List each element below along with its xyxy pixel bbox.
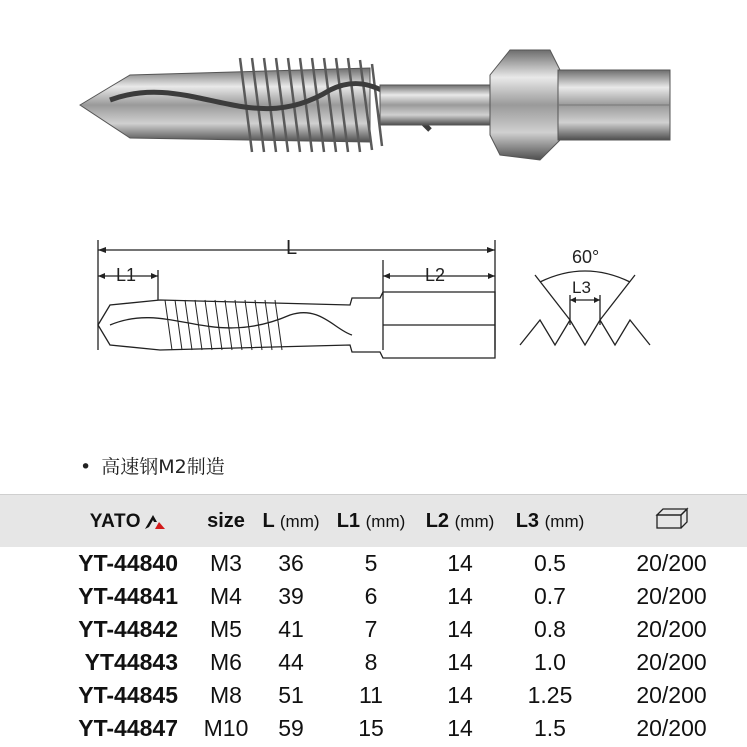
cell-pack: 20/200 bbox=[636, 715, 707, 741]
cell-l1: 7 bbox=[326, 613, 416, 646]
label-L3: L3 bbox=[572, 278, 591, 297]
cell-pack: 20/200 bbox=[596, 613, 747, 646]
cell-l: 44 bbox=[278, 649, 304, 675]
cell-l2: 14 bbox=[447, 715, 473, 741]
cell-l2: 14 bbox=[416, 679, 504, 712]
table-row bbox=[0, 547, 747, 580]
product-code: YT-44845 bbox=[0, 679, 196, 712]
table-row bbox=[0, 580, 747, 613]
label-L: L bbox=[286, 237, 298, 259]
cell-l1: 11 bbox=[326, 679, 416, 712]
product-code: YT-44847 bbox=[78, 715, 178, 741]
product-code: YT-44841 bbox=[78, 583, 178, 609]
label-angle: 60° bbox=[572, 247, 600, 267]
cell-size: M4 bbox=[210, 583, 242, 609]
header-L: L (mm) bbox=[256, 495, 326, 548]
cell-l1: 5 bbox=[326, 547, 416, 580]
label-L2: L2 bbox=[425, 265, 446, 285]
thread-profile-drawing bbox=[510, 235, 660, 355]
table-row bbox=[0, 712, 747, 745]
product-code: YT44843 bbox=[84, 649, 178, 675]
header-L2: L2 (mm) bbox=[416, 495, 504, 548]
header-pack bbox=[596, 495, 747, 548]
product-photo bbox=[70, 30, 680, 180]
cell-l: 59 bbox=[278, 715, 304, 741]
table-row bbox=[0, 646, 747, 679]
cell-size: M10 bbox=[203, 715, 249, 741]
cell-size: M3 bbox=[196, 547, 256, 580]
cell-l2: 14 bbox=[447, 583, 473, 609]
cell-l: 51 bbox=[256, 679, 326, 712]
cell-l2: 14 bbox=[416, 547, 504, 580]
cell-l: 36 bbox=[256, 547, 326, 580]
brand-header bbox=[0, 495, 196, 548]
cell-size: M6 bbox=[210, 649, 242, 675]
cell-l: 39 bbox=[278, 583, 304, 609]
cell-l3: 1.5 bbox=[534, 715, 566, 741]
cell-pack: 20/200 bbox=[596, 679, 747, 712]
cell-size: M5 bbox=[196, 613, 256, 646]
cell-pack: 20/200 bbox=[636, 649, 707, 675]
yato-logo-icon bbox=[144, 514, 166, 530]
product-code: YT-44840 bbox=[0, 547, 196, 580]
cell-l1: 8 bbox=[364, 649, 378, 675]
cell-l2: 14 bbox=[416, 613, 504, 646]
product-code: YT-44842 bbox=[0, 613, 196, 646]
table-row bbox=[0, 679, 747, 712]
cell-l3: 1.0 bbox=[534, 649, 566, 675]
dimension-drawing bbox=[90, 230, 510, 370]
cell-l: 41 bbox=[256, 613, 326, 646]
brand-name: YATO bbox=[89, 510, 141, 532]
cell-l3: 0.8 bbox=[504, 613, 596, 646]
table-header-row bbox=[0, 495, 747, 548]
cell-l2: 14 bbox=[447, 649, 473, 675]
bullet: • bbox=[80, 456, 92, 478]
header-size: size bbox=[196, 495, 256, 548]
cell-l3: 0.7 bbox=[534, 583, 566, 609]
cell-l3: 1.25 bbox=[504, 679, 596, 712]
header-L1: L1 (mm) bbox=[326, 495, 416, 548]
cell-pack: 20/200 bbox=[596, 547, 747, 580]
note-text: 高速钢M2制造 bbox=[101, 456, 225, 478]
spec-table bbox=[0, 494, 747, 745]
cell-size: M8 bbox=[196, 679, 256, 712]
table-row bbox=[0, 613, 747, 646]
box-icon bbox=[654, 506, 690, 530]
cell-l3: 0.5 bbox=[504, 547, 596, 580]
header-L3: L3 (mm) bbox=[504, 495, 596, 548]
material-note bbox=[80, 452, 225, 479]
cell-l1: 6 bbox=[364, 583, 378, 609]
cell-l1: 15 bbox=[358, 715, 384, 741]
yato-logo bbox=[90, 511, 166, 533]
label-L1: L1 bbox=[116, 265, 137, 285]
cell-pack: 20/200 bbox=[636, 583, 707, 609]
